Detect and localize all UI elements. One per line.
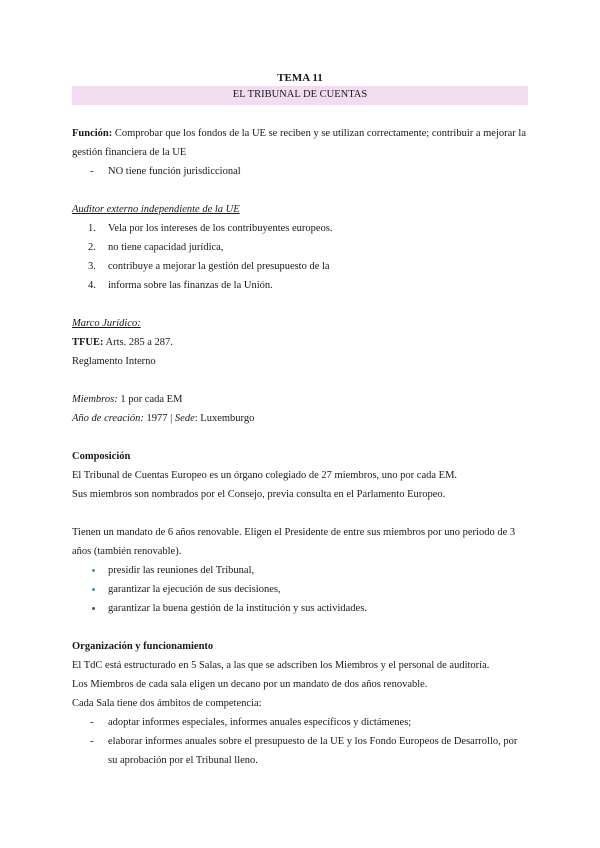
tfue-text: Arts. 285 a 287.: [103, 337, 173, 348]
list-item: [72, 219, 528, 238]
tfue-label: TFUE:: [72, 337, 104, 348]
dash-marker: -: [90, 717, 94, 728]
dash-marker: -: [90, 166, 94, 177]
organizacion-line-2: Los Miembros de cada sala eligen un decano por un mandato de dos años renovable.: [72, 679, 428, 690]
document-page: [72, 70, 528, 770]
dash-marker: -: [90, 736, 94, 747]
composicion-line-2: Sus miembros son nombrados por el Consejo, previa consulta en el Parlamento Europeo.: [72, 489, 446, 500]
list-item-text: NO tiene función jurisdiccional: [108, 166, 241, 177]
number-marker: 2.: [88, 242, 96, 253]
list-item: [72, 732, 528, 770]
sede-label: Sede: [174, 413, 195, 424]
mandato-paragraph: Tienen un mandato de 6 años renovable. Eligen el Presidente de entre sus miembros por uno periodo de 3 años (también renovable).: [72, 527, 516, 557]
organizacion-line-3: Cada Sala tiene dos ámbitos de competencia:: [72, 698, 262, 709]
funcion-paragraph: [72, 124, 528, 162]
list-item-text: elaborar informes anuales sobre el presupuesto de la UE y los Fondo Europeos de Desarrollo, por su aprobación por el Tribunal lleno.: [108, 736, 518, 766]
list-item-text: garantizar la ejecución de sus decisiones,: [108, 584, 281, 595]
list-item: [72, 238, 528, 257]
composicion-heading-text: Composición: [72, 451, 131, 462]
list-item: [72, 599, 528, 618]
list-item-text: contribuye a mejorar la gestión del presupuesto de la: [108, 261, 330, 272]
organizacion-line-1: El TdC está estructurado en 5 Salas, a las que se adscriben los Miembros y el personal de auditoría.: [72, 660, 490, 671]
anio-label: Año de creación:: [72, 413, 144, 424]
auditor-list: [72, 219, 528, 295]
list-item: [72, 257, 528, 276]
list-item: [72, 162, 528, 181]
number-marker: 1.: [88, 223, 96, 234]
bullet-icon: [92, 588, 95, 591]
organizacion-heading: [72, 637, 528, 656]
list-item-text: adoptar informes especiales, informes anuales específicos y dictámenes;: [108, 717, 412, 728]
list-item-text: garantizar la buena gestión de la institución y sus actividades.: [108, 603, 367, 614]
miembros-line: [72, 390, 528, 409]
list-item-text: Vela por los intereses de los contribuyentes europeos.: [108, 223, 333, 234]
number-marker: 3.: [88, 261, 96, 272]
number-marker: 4.: [88, 280, 96, 291]
sede-text: : Luxemburgo: [194, 413, 255, 424]
bullet-icon: [92, 569, 95, 572]
doc-title: TEMA 11: [277, 72, 323, 84]
presidente-list: [72, 561, 528, 618]
creacion-line: [72, 409, 528, 428]
list-item: [72, 580, 528, 599]
competencia-list: [72, 713, 528, 770]
list-item-text: informa sobre las finanzas de la Unión.: [108, 280, 273, 291]
funcion-label: Función:: [72, 128, 113, 139]
list-item: [72, 561, 528, 580]
list-item: [72, 713, 528, 732]
list-item-text: presidir las reuniones del Tribunal,: [108, 565, 255, 576]
bullet-icon: [92, 607, 95, 610]
miembros-label: Miembros:: [72, 394, 118, 405]
list-item: [72, 276, 528, 295]
tfue-line: [72, 333, 528, 352]
list-item-text: no tiene capacidad jurídica,: [108, 242, 224, 253]
marco-heading: Marco Jurídico:: [72, 318, 141, 329]
composicion-heading: [72, 447, 528, 466]
anio-text: 1977 |: [143, 413, 175, 424]
auditor-heading: Auditor externo independiente de la UE: [72, 204, 240, 215]
composicion-line-1: El Tribunal de Cuentas Europeo es un órgano colegiado de 27 miembros, uno por cada EM.: [72, 470, 458, 481]
doc-subtitle: EL TRIBUNAL DE CUENTAS: [72, 86, 528, 105]
miembros-text: 1 por cada EM: [117, 394, 183, 405]
funcion-text: Comprobar que los fondos de la UE se reciben y se utilizan correctamente; contribuir a mejorar la gestión financiera de la UE: [72, 128, 526, 158]
funcion-list: [72, 162, 528, 181]
organizacion-heading-text: Organización y funcionamiento: [72, 641, 214, 652]
reglamento-line: Reglamento Interno: [72, 356, 156, 367]
